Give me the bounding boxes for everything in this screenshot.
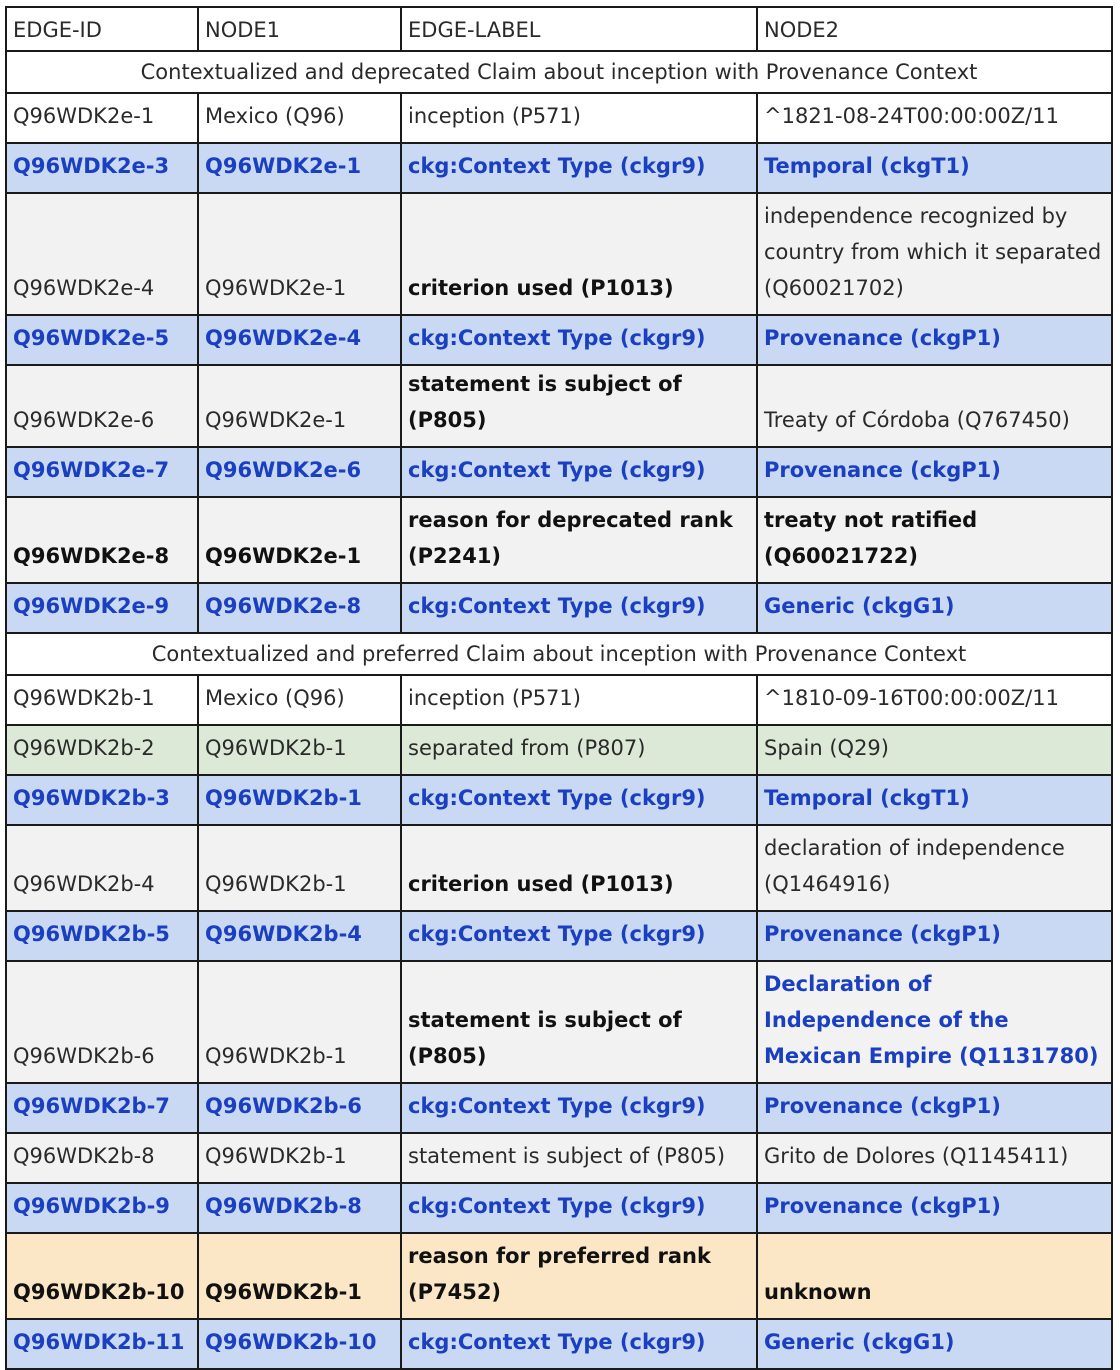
node1-cell: Q96WDK2e-1 — [198, 365, 401, 447]
edge-id-cell: Q96WDK2b-6 — [6, 961, 198, 1083]
edge-label-cell: ckg:Context Type (ckgr9) — [401, 583, 757, 633]
header-edge-id: EDGE-ID — [6, 7, 198, 51]
node2-cell: Provenance (ckgP1) — [757, 447, 1112, 497]
section-title-deprecated: Contextualized and deprecated Claim about inception with Provenance Context — [6, 51, 1112, 93]
header-node1: NODE1 — [198, 7, 401, 51]
table-row — [6, 1233, 1112, 1319]
edge-label-cell: inception (P571) — [401, 93, 757, 143]
node1-cell: Q96WDK2b-1 — [198, 725, 401, 775]
section-title-preferred: Contextualized and preferred Claim about inception with Provenance Context — [6, 633, 1112, 675]
node2-cell: Provenance (ckgP1) — [757, 1083, 1112, 1133]
edge-id-cell: Q96WDK2e-1 — [6, 93, 198, 143]
node1-cell: Q96WDK2b-8 — [198, 1183, 401, 1233]
edge-id-cell: Q96WDK2e-6 — [6, 365, 198, 447]
node1-cell: Q96WDK2b-10 — [198, 1319, 401, 1369]
node1-cell: Q96WDK2e-6 — [198, 447, 401, 497]
node2-cell: ^1821-08-24T00:00:00Z/11 — [757, 93, 1112, 143]
table-row — [6, 911, 1112, 961]
node2-cell: Temporal (ckgT1) — [757, 775, 1112, 825]
node2-cell: Treaty of Córdoba (Q767450) — [757, 365, 1112, 447]
node2-cell: unknown — [757, 1233, 1112, 1319]
edge-label-cell: inception (P571) — [401, 675, 757, 725]
node1-cell: Q96WDK2b-1 — [198, 961, 401, 1083]
table-row — [6, 1133, 1112, 1183]
edge-id-cell: Q96WDK2b-5 — [6, 911, 198, 961]
table-row — [6, 315, 1112, 365]
node2-cell: ^1810-09-16T00:00:00Z/11 — [757, 675, 1112, 725]
edge-label-cell: ckg:Context Type (ckgr9) — [401, 1319, 757, 1369]
section-title-row — [6, 633, 1112, 675]
edge-id-cell: Q96WDK2e-8 — [6, 497, 198, 583]
node1-cell: Q96WDK2e-1 — [198, 143, 401, 193]
edge-id-cell: Q96WDK2b-2 — [6, 725, 198, 775]
table-row — [6, 1083, 1112, 1133]
table-row — [6, 497, 1112, 583]
node1-cell: Q96WDK2b-1 — [198, 1233, 401, 1319]
node2-cell: Spain (Q29) — [757, 725, 1112, 775]
table-row — [6, 447, 1112, 497]
section-title-row — [6, 51, 1112, 93]
node1-cell: Q96WDK2b-1 — [198, 825, 401, 911]
edge-table — [5, 6, 1113, 1370]
table-row — [6, 675, 1112, 725]
edge-label-cell: ckg:Context Type (ckgr9) — [401, 447, 757, 497]
edge-id-cell: Q96WDK2e-5 — [6, 315, 198, 365]
node2-cell: Provenance (ckgP1) — [757, 315, 1112, 365]
node2-cell: Temporal (ckgT1) — [757, 143, 1112, 193]
node1-cell: Mexico (Q96) — [198, 93, 401, 143]
node1-cell: Q96WDK2b-6 — [198, 1083, 401, 1133]
table-row — [6, 1319, 1112, 1369]
edge-id-cell: Q96WDK2e-4 — [6, 193, 198, 315]
node1-cell: Q96WDK2b-4 — [198, 911, 401, 961]
edge-id-cell: Q96WDK2b-4 — [6, 825, 198, 911]
table-row — [6, 193, 1112, 315]
node2-cell: Generic (ckgG1) — [757, 1319, 1112, 1369]
edge-id-cell: Q96WDK2e-9 — [6, 583, 198, 633]
edge-label-cell: statement is subject of (P805) — [401, 365, 757, 447]
table-row — [6, 583, 1112, 633]
edge-label-cell: ckg:Context Type (ckgr9) — [401, 775, 757, 825]
edge-label-cell: ckg:Context Type (ckgr9) — [401, 911, 757, 961]
node1-cell: Q96WDK2b-1 — [198, 775, 401, 825]
table-row — [6, 775, 1112, 825]
table-row — [6, 93, 1112, 143]
edge-label-cell: statement is subject of (P805) — [401, 961, 757, 1083]
edge-label-cell: statement is subject of (P805) — [401, 1133, 757, 1183]
edge-id-cell: Q96WDK2b-9 — [6, 1183, 198, 1233]
header-node2: NODE2 — [757, 7, 1112, 51]
table-row — [6, 725, 1112, 775]
node1-cell: Mexico (Q96) — [198, 675, 401, 725]
node1-cell: Q96WDK2e-8 — [198, 583, 401, 633]
edge-label-cell: ckg:Context Type (ckgr9) — [401, 1183, 757, 1233]
node2-cell: Declaration of Independence of the Mexican Empire (Q1131780) — [757, 961, 1112, 1083]
node2-cell: Grito de Dolores (Q1145411) — [757, 1133, 1112, 1183]
table-row — [6, 961, 1112, 1083]
edge-label-cell: reason for preferred rank (P7452) — [401, 1233, 757, 1319]
node2-cell: Provenance (ckgP1) — [757, 1183, 1112, 1233]
node2-cell: Provenance (ckgP1) — [757, 911, 1112, 961]
edge-label-cell: ckg:Context Type (ckgr9) — [401, 143, 757, 193]
edge-label-cell: criterion used (P1013) — [401, 825, 757, 911]
node1-cell: Q96WDK2e-1 — [198, 497, 401, 583]
edge-label-cell: ckg:Context Type (ckgr9) — [401, 1083, 757, 1133]
node2-cell: Generic (ckgG1) — [757, 583, 1112, 633]
edge-id-cell: Q96WDK2b-3 — [6, 775, 198, 825]
edge-id-cell: Q96WDK2b-10 — [6, 1233, 198, 1319]
node2-cell: treaty not ratified (Q60021722) — [757, 497, 1112, 583]
table-row — [6, 1183, 1112, 1233]
table-row — [6, 365, 1112, 447]
edge-label-cell: ckg:Context Type (ckgr9) — [401, 315, 757, 365]
edge-id-cell: Q96WDK2e-7 — [6, 447, 198, 497]
edge-id-cell: Q96WDK2e-3 — [6, 143, 198, 193]
edge-id-cell: Q96WDK2b-11 — [6, 1319, 198, 1369]
table-row — [6, 825, 1112, 911]
edge-label-cell: reason for deprecated rank (P2241) — [401, 497, 757, 583]
node1-cell: Q96WDK2b-1 — [198, 1133, 401, 1183]
edge-id-cell: Q96WDK2b-7 — [6, 1083, 198, 1133]
node2-cell: declaration of independence (Q1464916) — [757, 825, 1112, 911]
table-row — [6, 143, 1112, 193]
header-row — [6, 7, 1112, 51]
edge-id-cell: Q96WDK2b-8 — [6, 1133, 198, 1183]
edge-id-cell: Q96WDK2b-1 — [6, 675, 198, 725]
edge-label-cell: criterion used (P1013) — [401, 193, 757, 315]
node2-cell: independence recognized by country from which it separated (Q60021702) — [757, 193, 1112, 315]
edge-label-cell: separated from (P807) — [401, 725, 757, 775]
node1-cell: Q96WDK2e-4 — [198, 315, 401, 365]
node1-cell: Q96WDK2e-1 — [198, 193, 401, 315]
header-edge-label: EDGE-LABEL — [401, 7, 757, 51]
